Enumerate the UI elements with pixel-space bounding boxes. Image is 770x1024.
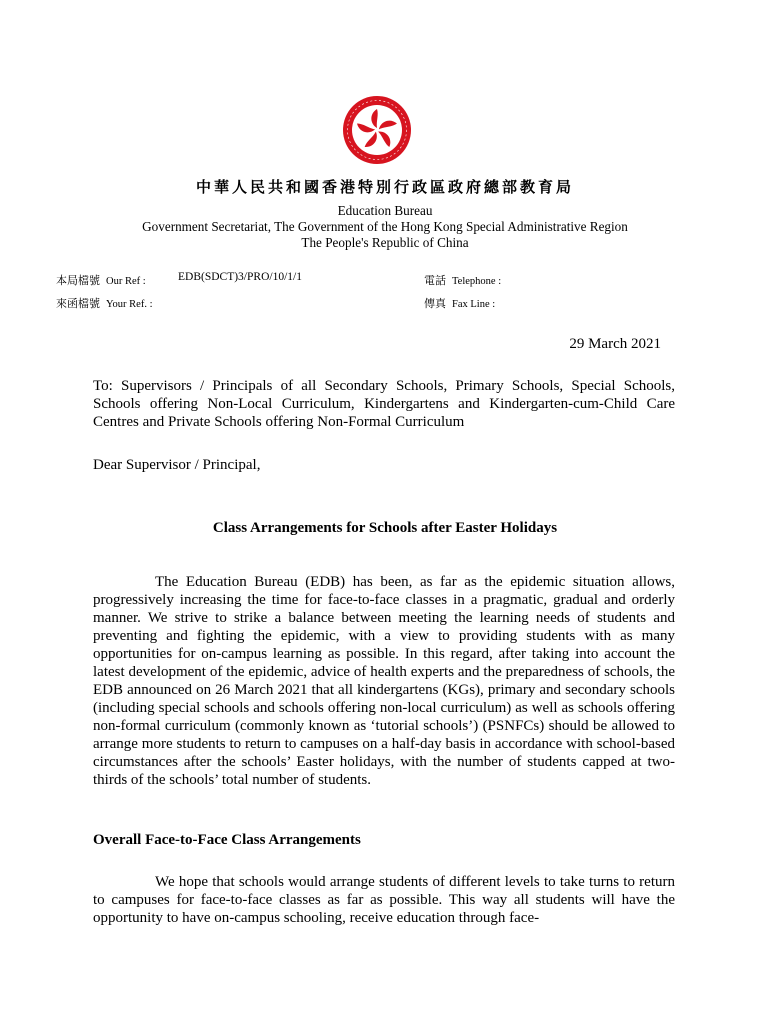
addressee: To: Supervisors / Principals of all Secondary Schools, Primary Schools, Special Schools, Schools offering Non-Local Curriculum, Kindergartens and Kindergarten-cum-Child Care Centres and Private Schools offering Non-Formal Curriculum xyxy=(93,378,675,430)
section-heading: Overall Face-to-Face Class Arrangements xyxy=(93,832,361,848)
letterhead-country: The People's Republic of China xyxy=(301,235,469,250)
letterhead-chinese-title: 中華人民共和國香港特別行政區政府總部教育局 xyxy=(195,178,574,196)
paragraph-intro: The Education Bureau (EDB) has been, as far as the epidemic situation allows, progressively increasing the time for face-to-face classes in a pragmatic, gradual and orderly manner. We strive to strike a balance between meeting the learning needs of students and preventing and fighting the epidemic, with a view to providing students with as many opportunities for on-campus learning as possible. In this regard, after taking into account the latest development of the epidemic, advice of health experts and the preparedness of schools, the EDB announced on 26 March 2021 that all kindergartens (KGs), primary and secondary schools (including special schools and schools offering non-local curriculum) as well as schools offering non-formal curriculum (commonly known as ‘tutorial schools’) (PSNFCs) should be allowed to arrange more students to return to campuses on a half-day basis in accordance with school-based circumstances after the schools’ Easter holidays, with the number of students capped at two-thirds of the schools’ total number of students. xyxy=(93,574,675,788)
letterhead-bureau: Education Bureau xyxy=(337,203,433,218)
paragraph-arrangements: We hope that schools would arrange students of different levels to take turns to return to campuses for face-to-face classes as far as possible. This way all students will have the opportunity to have on-campus schooling, receive education through face- xyxy=(93,874,675,926)
our-ref-label: 本局檔號 Our Ref : xyxy=(56,274,146,287)
letterhead-secretariat: Government Secretariat, The Government of the Hong Kong Special Administrative Region xyxy=(142,219,628,234)
letterhead xyxy=(0,176,770,251)
salutation: Dear Supervisor / Principal, xyxy=(93,457,261,473)
hksar-emblem-icon xyxy=(333,95,421,165)
your-ref-label: 來函檔號 Your Ref. : xyxy=(56,297,153,310)
our-ref-value: EDB(SDCT)3/PRO/10/1/1 xyxy=(178,271,302,283)
letter-date: 29 March 2021 xyxy=(569,336,661,352)
letter-subject: Class Arrangements for Schools after Easter Holidays xyxy=(212,520,558,536)
telephone-label: 電話 Telephone : xyxy=(424,274,502,287)
fax-label: 傳真 Fax Line : xyxy=(424,297,496,310)
